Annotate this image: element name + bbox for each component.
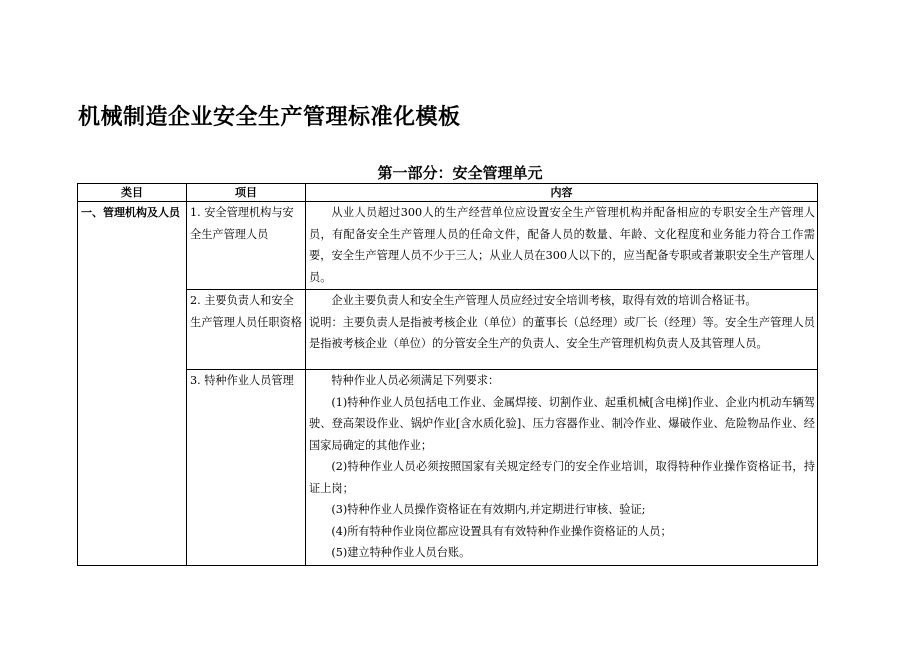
header-category: 类目 [78, 184, 187, 202]
header-item: 项目 [187, 184, 306, 202]
item-cell [187, 290, 306, 370]
content-paragraph: (3)特种作业人员操作资格证在有效期内,并定期进行审核、验证; [331, 503, 646, 516]
table-row [78, 290, 818, 370]
table-row [78, 370, 818, 566]
content-paragraph: (4)所有特种作业岗位都应设置具有有效特种作业操作资格证的人员； [331, 524, 672, 538]
content-paragraph: 企业主要负责人和安全生产管理人员应经过安全培训考核，取得有效的培训合格证书。 [331, 294, 757, 307]
content-paragraph: (5)建立特种作业人员台账。 [331, 546, 471, 559]
category-cell: 一、管理机构及人员 [78, 202, 187, 566]
item-cell [187, 370, 306, 566]
content-paragraph: 说明：主要负责人是指被考核企业（单位）的董事长（总经理）或厂长（经理）等。安全生产管理人员是指被考核企业（单位）的分管安全生产的负责人、安全生产管理机构负责人及其管理人员。 [309, 315, 815, 350]
header-content: 内容 [306, 184, 818, 202]
item-text: 2. 主要负责人和安全生产管理人员任职资格 [190, 294, 302, 329]
item-text: 1. 安全管理机构与安全生产管理人员 [190, 206, 294, 241]
content-paragraph: (2)特种作业人员必须按照国家有关规定经专门的安全作业培训，取得特种作业操作资格证书，持证上岗； [309, 460, 815, 495]
item-cell [187, 202, 306, 290]
table-row [78, 202, 818, 290]
content-cell [306, 290, 818, 370]
content-cell [306, 370, 818, 566]
section-title: 第一部分：安全管理单元 [377, 164, 543, 182]
document-title: 机械制造企业安全生产管理标准化模板 [78, 105, 461, 130]
content-cell [306, 202, 818, 290]
content-paragraph: 特种作业人员必须满足下列要求： [331, 374, 500, 387]
standards-table [77, 183, 818, 566]
content-paragraph: 从业人员超过300人的生产经营单位应设置安全生产管理机构并配备相应的专职安全生产管理人员，有配备安全生产管理人员的任命文件，配备人员的数量、年龄、文化程度和业务能力符合工作需要，安全生产管理人员不少于三人；从业人员在300人以下的，应当配备专职或者兼职安全生产管理人员。 [309, 206, 815, 284]
table-header-row [78, 184, 818, 202]
content-paragraph: (1)特种作业人员包括电工作业、金属焊接、切割作业、起重机械[含电梯]作业、企业内机动车辆驾驶、登高架设作业、锅炉作业[含水质化验]、压力容器作业、制冷作业、爆破作业、危险物品作业、经国家局确定的其他作业； [309, 395, 815, 452]
item-text: 3. 特种作业人员管理 [190, 374, 294, 387]
